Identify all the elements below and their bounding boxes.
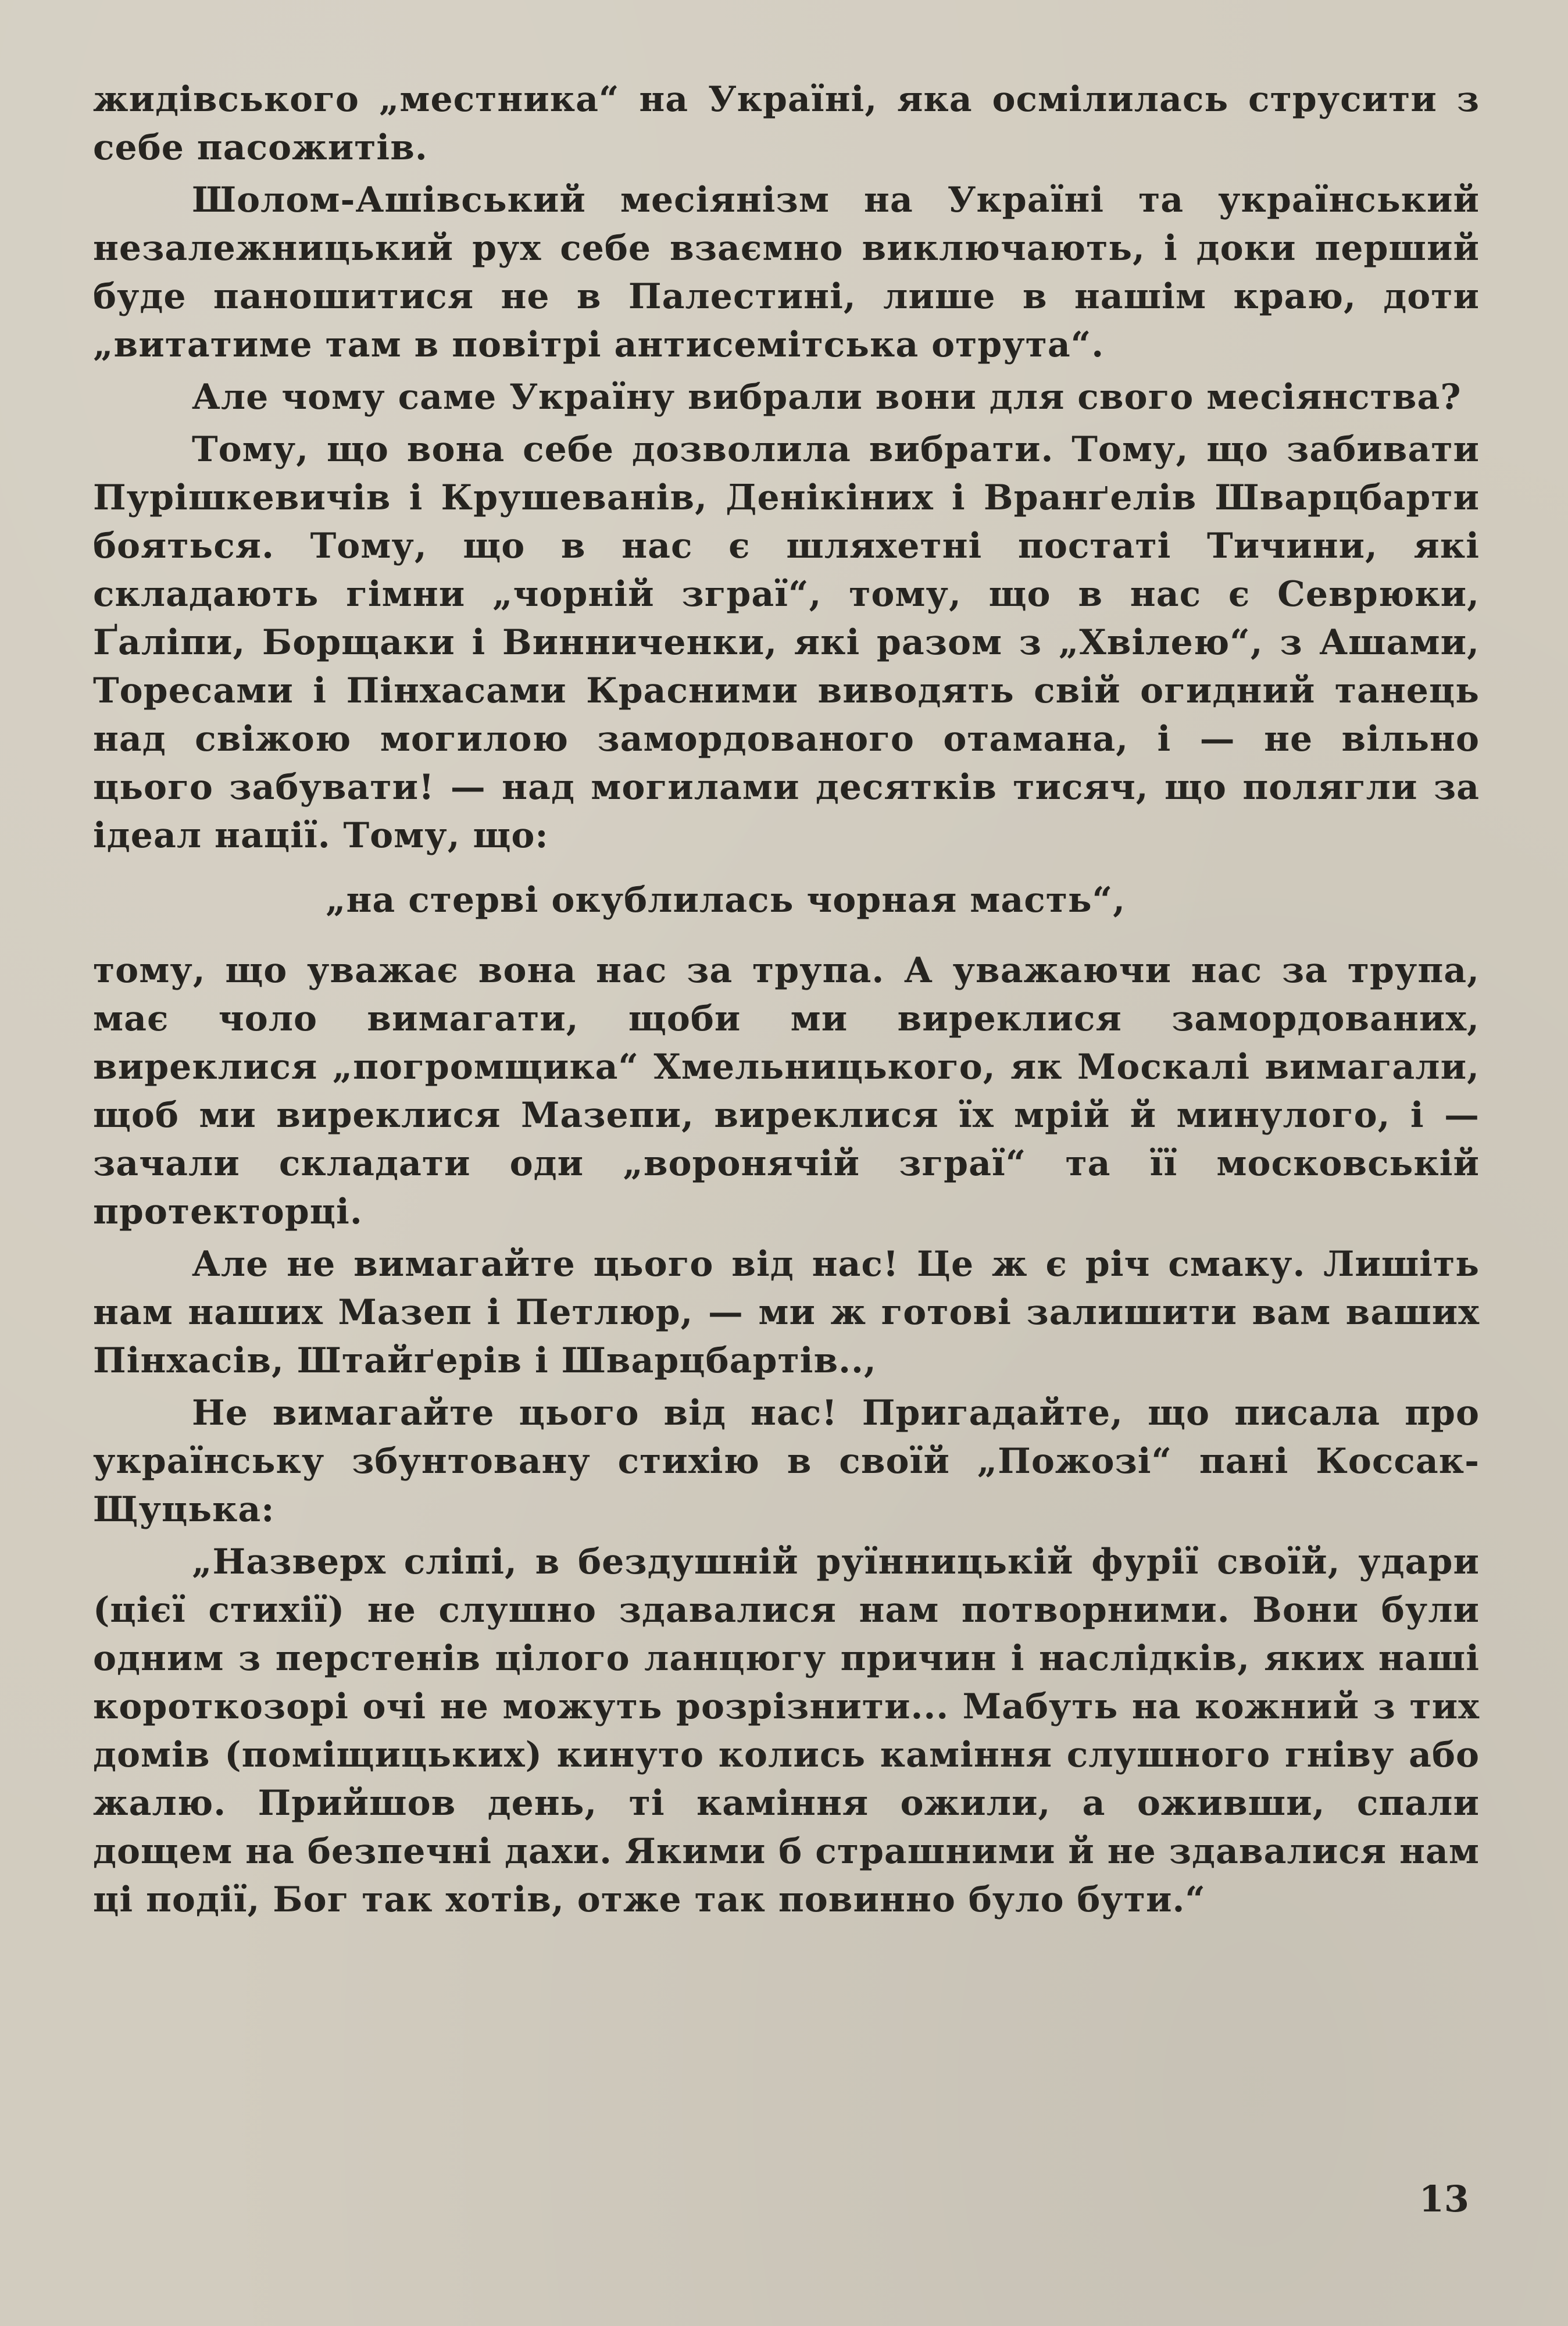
page-number: 13 (1419, 2178, 1469, 2220)
paragraph-8-quote: „Назверх сліпі, в бездушній руїнницькій фурії своїй, удари (цієї стихії) не слушно здавалися нам потворними. Вони були одним з перстенів цілого ланцюгу причин і наслідків, яких наші короткозорі очі не можуть розрізнити... Мабуть на кожний з тих домів (поміщицьких) кинуто колись каміння слушного гніву або жалю. Прийшов день, ті каміння ожили, а оживши, спали дощем на безпечні дахи. Якими б страшними й не здавалися нам ці події, Бог так хотів, отже так повинно було бути.“ (93, 1542, 1480, 1920)
paragraph-6: Але не вимагайте цього від нас! Це ж є річ смаку. Лишіть нам наших Мазеп і Петлюр, — ми ж готові залишити вам ваших Пінхасів, Штайґерів і Шварцбартів.., (93, 1244, 1480, 1381)
paragraph-5: тому, що уважає вона нас за трупа. А уважаючи нас за трупа, має чоло вимагати, щоби ми виреклися замордованих, виреклися „погромщика“ Хмельницького, як Москалі вимагали, щоб ми виреклися Мазепи, виреклися їх мрій й минулого, і — зачали складати оди „воронячій зграї“ та її московській протекторці. (93, 950, 1480, 1232)
paragraph-7: Не вимагайте цього від нас! Пригадайте, що писала про українську збунтовану стихію в своїй „Пожозі“ пані Коссак-Щуцька: (93, 1393, 1480, 1530)
paragraph-1: жидівського „местника“ на Україні, яка осмілилась струсити з себе пасожитів. (93, 79, 1480, 168)
paragraph-3: Але чому саме Україну вибрали вони для свого месіянства? (192, 377, 1462, 418)
verse-quote: „на стерві окублилась чорная масть“, (326, 880, 1126, 921)
paragraph-4: Тому, що вона себе дозволила вибрати. Тому, що забивати Пурішкевичів і Крушеванів, Денікіних і Вранґелів Шварцбарти бояться. Тому, що в нас є шляхетні постаті Тичини, які складають гімни „чорній зграї“, тому, що в нас є Севрюки, Ґаліпи, Борщаки і Винниченки, які разом з „Хвілею“, з Ашами, Торесами і Пінхасами Красними виводять свій огидний танець над свіжою могилою замордованого отамана, і — не вільно цього забувати! — над могилами десятків тисяч, що полягли за ідеал нації. Тому, що: (93, 429, 1480, 856)
paragraph-2: Шолом-Ашівський месіянізм на Україні та український незалежницький рух себе взаємно виключають, і доки перший буде паношитися не в Палестині, лише в нашім краю, доти „витатиме там в повітрі антисемітська отрута“. (93, 180, 1480, 365)
page-body-text (93, 76, 1480, 1928)
